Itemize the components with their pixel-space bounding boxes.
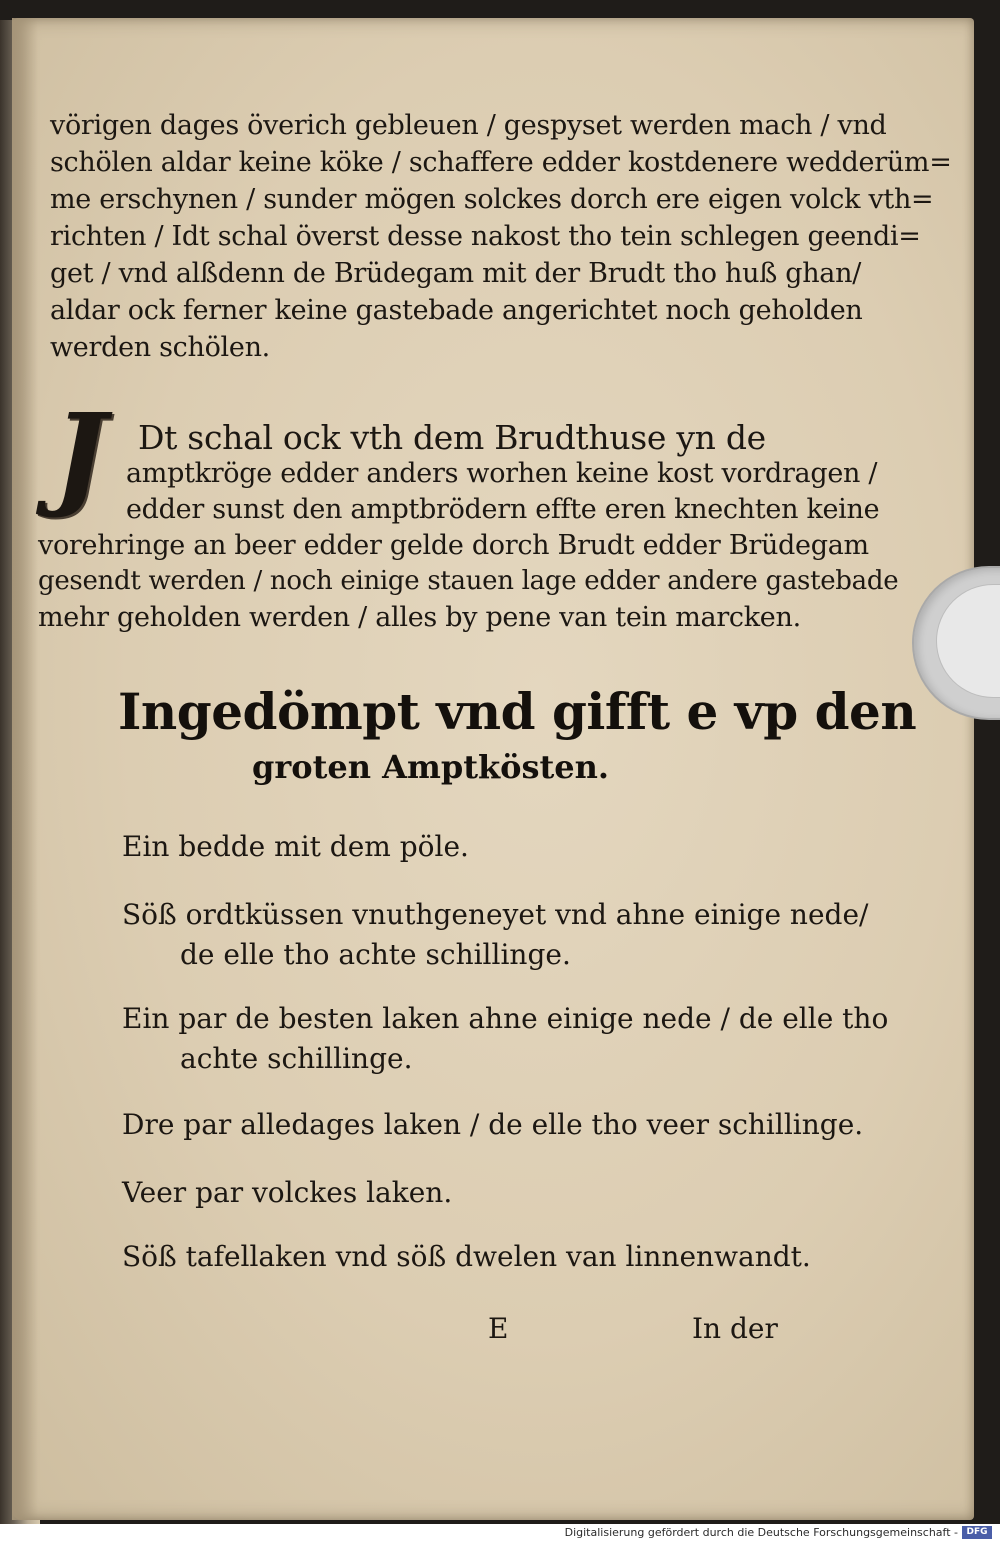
text-line: get / vnd alßdenn de Brüdegam mit der Brudt tho huß ghan/ [50, 258, 861, 289]
text-line: aldar ock ferner keine gastebade angerichtet noch geholden [50, 295, 863, 326]
text-line: vorehringe an beer edder gelde dorch Brudt edder Brüdegam [38, 530, 869, 561]
text-line: amptkröge edder anders worhen keine kost vordragen / [126, 458, 878, 489]
list-item: Ein bedde mit dem pöle. [122, 830, 469, 863]
list-item-continuation: achte schillinge. [180, 1042, 413, 1075]
list-item: Ein par de besten laken ahne einige nede / de elle tho [122, 1002, 889, 1035]
list-item-continuation: de elle tho achte schillinge. [180, 938, 571, 971]
section-heading: Ingedömpt vnd gifft e vp den [118, 682, 917, 741]
list-item: Veer par volckes laken. [122, 1176, 453, 1209]
text-line: schölen aldar keine köke / schaffere edder kostdenere wedderüm= [50, 147, 952, 178]
text-line: mehr geholden werden / alles by pene van tein marcken. [38, 602, 801, 633]
dfg-logo: DFG [962, 1526, 992, 1539]
signature-mark: E [488, 1312, 509, 1345]
list-item: Söß ordtküssen vnuthgeneyet vnd ahne einige nede/ [122, 898, 869, 931]
page-clip-inner [936, 584, 1000, 698]
list-item: Söß tafellaken vnd söß dwelen van linnenwandt. [122, 1240, 811, 1273]
text-line: Dt schal ock vth dem Brudthuse yn de [138, 418, 766, 457]
footer-bar [0, 1524, 1000, 1542]
section-subheading: groten Amptkösten. [252, 748, 610, 786]
text-line: gesendt werden / noch einige stauen lage edder andere gastebade [38, 566, 899, 596]
decorated-initial: J [53, 390, 107, 521]
text-line: werden schölen. [50, 332, 270, 363]
list-item: Dre par alledages laken / de elle tho veer schillinge. [122, 1108, 864, 1141]
page-gutter-shadow [12, 18, 38, 1520]
text-line: edder sunst den amptbrödern effte eren knechten keine [126, 494, 880, 525]
text-line: richten / Idt schal överst desse nakost tho tein schlegen geendi= [50, 221, 921, 252]
footer-credit: Digitalisierung gefördert durch die Deutsche Forschungsgemeinschaft - [564, 1526, 958, 1539]
catchword: In der [692, 1312, 778, 1345]
text-line: me erschynen / sunder mögen solckes dorch ere eigen volck vth= [50, 184, 934, 215]
text-line: vörigen dages överich gebleuen / gespyset werden mach / vnd [50, 110, 887, 141]
